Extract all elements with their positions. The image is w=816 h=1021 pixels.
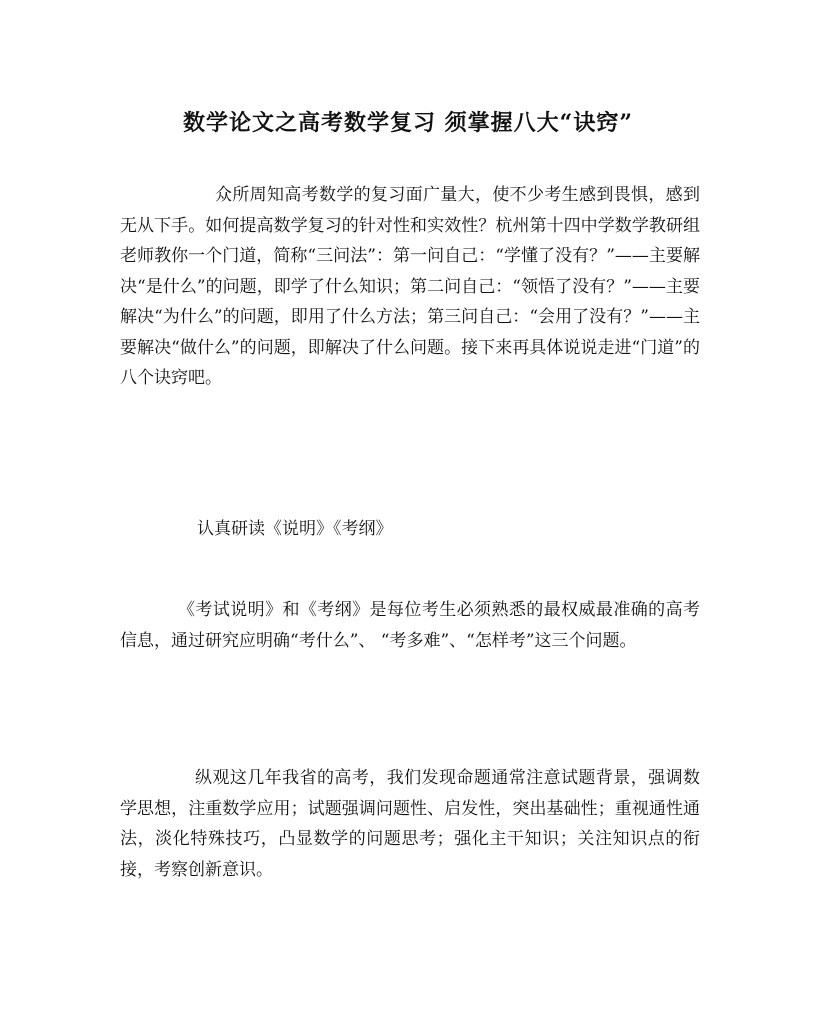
paragraph-exam-guide: 《考试说明》和《考纲》是每位考生必须熟悉的最权威最准确的高考信息，通过研究应明确“考什么”、 “考多难”、“怎样考”这三个问题。 [120,600,700,651]
paragraph-intro: 众所周知高考数学的复习面广量大，使不少考生感到畏惧，感到无从下手。如何提高数学复习的针对性和实效性？杭州第十四中学数学教研组老师教你一个门道，简称“三问法”：第一问自己：“学懂了没有？”——主要解决“是什么”的问题，即学了什么知识；第二问自己：“领悟了没有？”——主要解决“为什么”的问题，即用了什么方法；第三问自己：“会用了没有？”——主要解决“做什么”的问题，即解决了什么问题。接下来再具体说说走进“门道”的八个诀窍吧。 [120,185,700,388]
section-heading: 认真研读《说明》《考纲》 [197,519,393,539]
document-title: 数学论文之高考数学复习 须掌握八大“诀窍” [183,110,633,136]
paragraph-exam-trends: 纵观这几年我省的高考，我们发现命题通常注意试题背景，强调数学思想，注重数学应用；试题强调问题性、启发性，突出基础性；重视通性通法，淡化特殊技巧，凸显数学的问题思考；强化主干知识；关注知识点的衔接，考察创新意识。 [120,768,700,880]
